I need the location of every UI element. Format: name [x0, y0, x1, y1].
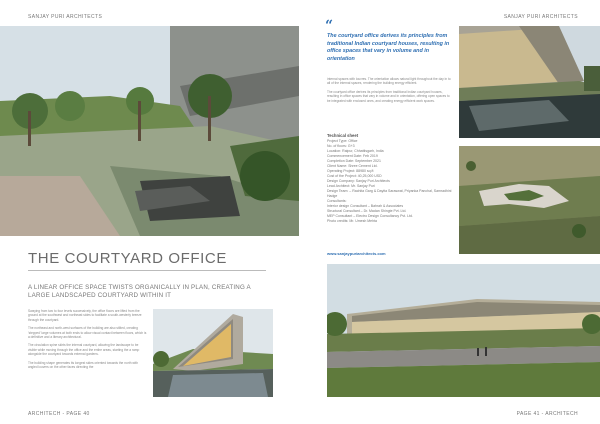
tech-line: Cost of the Project: 40,25,000 USD — [327, 174, 382, 178]
tech-line: Design Company: Sanjay Puri Architects — [327, 179, 390, 183]
tech-line: Interior design Consultant – Bahrah & Associates — [327, 204, 404, 208]
tech-line: Design Team: – Rachita Garg & Dayita Saraswat, Priyanka Panchal, Samradhini Hadge — [327, 189, 452, 198]
pull-quote: The courtyard office derives its principles from traditional Indian courtyard houses, resulting in office spaces that vary in volume and in orientation — [327, 33, 450, 62]
courtyard-photo — [0, 26, 299, 236]
tech-line: Location: Raipur, Chhattisgarh, India — [327, 149, 384, 153]
technical-sheet — [327, 133, 455, 224]
header-left: SANJAY PURI ARCHITECTS — [28, 14, 103, 20]
website-link[interactable]: www.sanjaypuriarchitects.com — [327, 251, 386, 256]
facade-reflection-photo — [459, 26, 600, 138]
tech-line: Lead Architect: Mr. Sanjay Puri — [327, 184, 375, 188]
aerial-photo — [459, 146, 600, 254]
tech-line: Completion Date: September 2021 — [327, 159, 381, 163]
tech-line: Photo credits: Mr. Umesh Mehta — [327, 219, 377, 223]
tech-heading: Technical sheet — [327, 133, 359, 138]
article-body — [28, 309, 148, 369]
quote-mark: “ — [325, 18, 334, 34]
tech-line: MEP Consultant – Electro Design Consultancy Pvt. Ltd. — [327, 214, 413, 218]
footer-left: ARCHITECH - PAGE 40 — [28, 411, 90, 417]
tech-line: Project Type: Office — [327, 139, 358, 143]
angled-wing-photo — [153, 309, 273, 397]
body-paragraph: internal spaces with louvres. The orientation allows natural light throughout the day in to all of the internal spaces, rendering the building energy efficient. — [327, 77, 451, 86]
right-body — [327, 77, 454, 103]
tech-line: Structural Consultant – Dr. Madan Shingte Pvt. Ltd. — [327, 209, 407, 213]
footer-right: PAGE 41 - ARCHITECH — [516, 411, 578, 417]
title-divider — [28, 270, 266, 271]
body-paragraph: Swaying from two to four levels successively, the office floors are lifted from the ground at the southwest and northeast sides to facilitate a south-westerly breeze through the courtyard. — [28, 309, 142, 322]
front-elevation-photo — [327, 264, 600, 397]
article-title: THE COURTYARD OFFICE — [28, 250, 227, 267]
body-paragraph: The building shape generates its longest sides oriented towards the north with angled louvers on the other faces directing the — [28, 360, 139, 370]
body-paragraph: The northeast and north-west surfaces of the building are also stilted, creating 'stepped' large volumes at both ends to allow visual contact between floors, which is a definitive and a literary architectural. — [28, 326, 147, 340]
tech-line: Operating Project: 88980 sq.ft — [327, 169, 374, 173]
tech-line: No. of floors: G+3 — [327, 144, 355, 148]
header-right: SANJAY PURI ARCHITECTS — [503, 14, 578, 20]
tech-line: Commencement Date: Feb 2019 — [327, 154, 378, 158]
tech-line: Client Name: Shree Cement Ltd. — [327, 164, 378, 168]
body-paragraph: The circulation spine skirts the internal courtyard, allowing the landscape to be visible while moving through the office and the entire areas, starting the a ramp alongside the courtyard towards external gardens. — [28, 343, 140, 357]
tech-line: Consultants: — [327, 199, 347, 203]
article-subtitle: A LINEAR OFFICE SPACE TWISTS ORGANICALLY IN PLAN, CREATING A LARGE LANDSCAPED COURTYARD WITHIN IT — [28, 284, 251, 299]
body-paragraph: The courtyard office derives its principles from traditional Indian courtyard houses, resulting in office spaces that vary in volume and in orientation, offering open spaces to be integrated with enclosed ones, and creating energy efficient work spaces. — [327, 89, 450, 103]
